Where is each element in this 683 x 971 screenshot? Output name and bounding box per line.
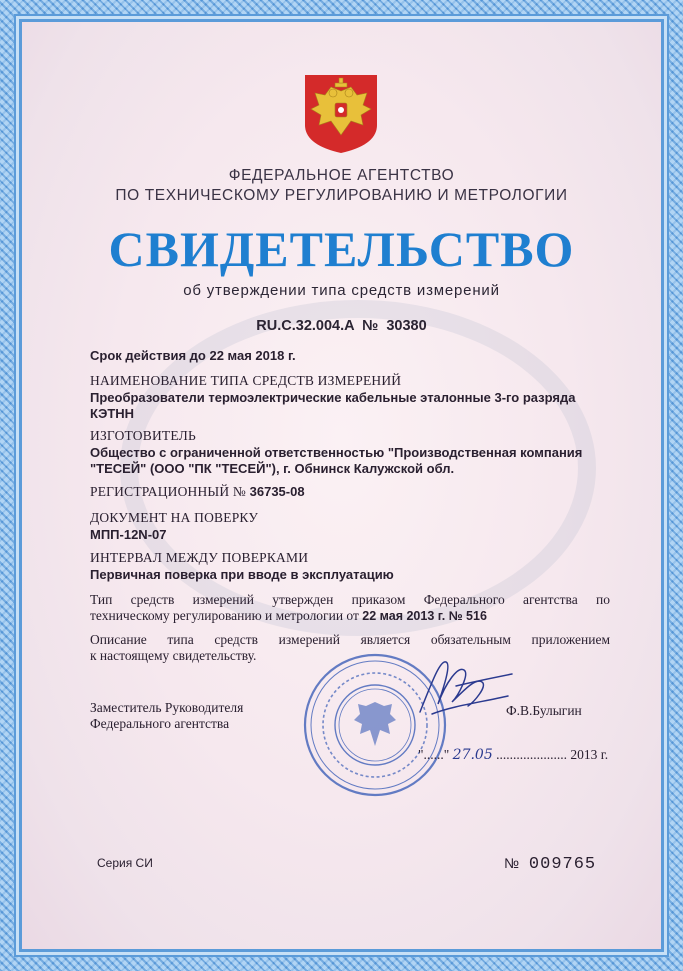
- verification-doc-value: МПП-12N-07: [90, 527, 167, 542]
- name-line-1: Преобразователи термоэлектрические кабельные эталонные 3-го разряда: [90, 390, 576, 405]
- registration-row: [90, 484, 610, 500]
- approval-paragraph: [90, 592, 610, 624]
- approval-date: 22 мая 2013 г. № 516: [362, 609, 487, 623]
- certificate-number: RU.C.32.004.A № 30380: [256, 318, 427, 334]
- certificate-subtitle: об утверждении типа средств измерений: [183, 282, 500, 299]
- interval-value: Первичная поверка при вводе в эксплуатацию: [90, 567, 394, 582]
- approval-line-1: Тип средств измерений утвержден приказом Федерального агентства по: [90, 592, 610, 607]
- serial-prefix: №: [504, 855, 520, 871]
- signer-title-line-1: Заместитель Руководителя: [90, 700, 244, 715]
- agency-line-2: ПО ТЕХНИЧЕСКОМУ РЕГУЛИРОВАНИЮ И МЕТРОЛОГИИ: [115, 187, 568, 204]
- registration-label: РЕГИСТРАЦИОННЫЙ №: [90, 484, 247, 499]
- serial-number-row: [504, 855, 596, 874]
- approval-line-2: [90, 608, 610, 624]
- name-line-2: КЭТНН: [90, 406, 135, 421]
- agency-line-1: ФЕДЕРАЛЬНОЕ АГЕНТСТВО: [228, 167, 455, 184]
- interval-label: ИНТЕРВАЛ МЕЖДУ ПОВЕРКАМИ: [90, 550, 309, 565]
- validity-label: Срок действия до: [90, 348, 206, 363]
- agency-name: [0, 166, 683, 206]
- manufacturer-line-1: Общество с ограниченной ответственностью "Производственная компания: [90, 445, 583, 460]
- date-suffix: ..................... 2013 г.: [496, 747, 609, 762]
- registration-value: 36735-08: [249, 484, 305, 499]
- approval-line-2-prefix: техническому регулированию и метрологии от: [90, 608, 359, 623]
- validity-row: [90, 348, 610, 364]
- date-handwritten: 27.05: [452, 747, 493, 763]
- coat-of-arms-icon: [301, 73, 381, 155]
- description-line-2: к настоящему свидетельству.: [90, 648, 257, 663]
- description-line-1: Описание типа средств измерений является обязательным приложением: [90, 632, 610, 647]
- name-value: [90, 390, 610, 422]
- manufacturer-line-2: "ТЕСЕЙ" (ООО "ПК "ТЕСЕЙ"), г. Обнинск Калужской обл.: [90, 461, 455, 476]
- date-prefix: "......": [418, 747, 450, 762]
- name-label: НАИМЕНОВАНИЕ ТИПА СРЕДСТВ ИЗМЕРЕНИЙ: [90, 373, 402, 388]
- validity-date: 22 мая 2018 г.: [209, 348, 296, 363]
- certificate-title: СВИДЕТЕЛЬСТВО: [108, 221, 575, 277]
- signer-title-line-2: Федерального агентства: [90, 716, 230, 731]
- signer-title: [90, 700, 243, 732]
- manufacturer-value: [90, 445, 610, 477]
- serial-number: 009765: [528, 855, 597, 874]
- manufacturer-label: ИЗГОТОВИТЕЛЬ: [90, 428, 196, 443]
- verification-doc-label: ДОКУМЕНТ НА ПОВЕРКУ: [90, 510, 259, 525]
- signer-name: Ф.В.Булыгин: [506, 703, 582, 718]
- signing-date: [418, 747, 608, 763]
- series-label: Серия СИ: [97, 856, 153, 870]
